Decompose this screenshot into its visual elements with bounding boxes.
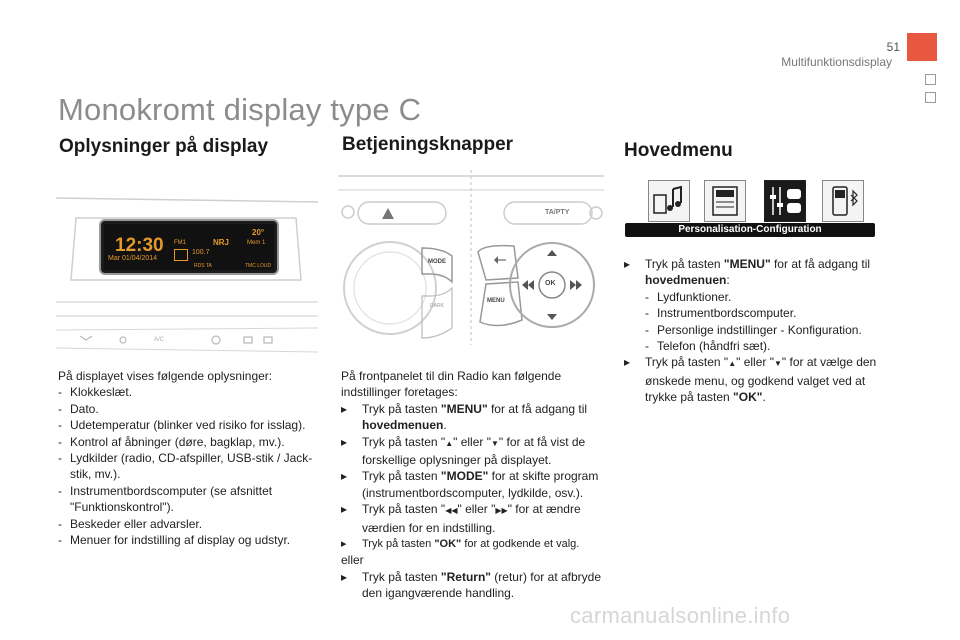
lcd-frequency: 100.7 xyxy=(192,249,210,256)
heading-controls: Betjeningsknapper xyxy=(342,134,514,155)
list-item: ▸ Tryk på tasten "▲" eller "▼" for at få vist de forskellige oplysninger på displayet. xyxy=(341,434,586,468)
list-item: ▸ Tryk på tasten "MODE" for at skifte program (instrumentbordscomputer, lydkilde, osv.). xyxy=(341,469,599,500)
main-menu-text xyxy=(624,256,886,406)
dark-button-label: DARK xyxy=(430,303,444,309)
settings-configuration-icon xyxy=(764,180,806,222)
phone-bluetooth-icon xyxy=(822,180,864,222)
section-label: Multifunktionsdisplay xyxy=(781,55,892,69)
arrow-right-double-icon: ▶▶ xyxy=(495,506,508,516)
list-item: - Personlige indstillinger - Konfiguration. xyxy=(645,322,862,337)
pointer-icon: ▸ xyxy=(624,257,631,271)
menu-strip-label: Personalisation-Configuration xyxy=(625,223,875,237)
list-item: ▸ Tryk på tasten "Return" (retur) for at afbryde den igangværende handling. xyxy=(341,569,602,601)
lcd-date: Mar 01/04/2014 xyxy=(108,255,158,262)
arrow-down-icon: ▼ xyxy=(773,359,782,369)
controls-intro: På frontpanelet til din Radio kan følgende indstillinger foretages: xyxy=(341,369,562,400)
arrow-up-icon: ▲ xyxy=(445,438,454,448)
heading-main-menu: Hovedmenu xyxy=(624,140,733,161)
lcd-temperature: 20° xyxy=(252,228,265,237)
ac-label: A/C xyxy=(154,337,165,343)
controls-text xyxy=(341,368,603,602)
bookmark-square-icon xyxy=(925,92,936,103)
page-number: 51 xyxy=(886,40,900,54)
section-tab-marker xyxy=(907,33,937,61)
list-item: - Instrumentbordscomputer. xyxy=(645,306,797,321)
list-item: - Dato. xyxy=(58,401,99,416)
list-item: - Klokkeslæt. xyxy=(58,385,133,400)
list-item: ▸ Tryk på tasten "◀◀" eller "▶▶" for at ændre værdien for en indstilling. xyxy=(341,502,581,535)
display-info-intro: På displayet vises følgende oplysninger: xyxy=(58,369,273,383)
pointer-icon: ▸ xyxy=(341,569,348,584)
list-item: - Kontrol af åbninger (døre, bagklap, mv.). xyxy=(58,434,285,449)
lcd-tmc: TMC LOUD xyxy=(245,263,272,269)
pointer-icon: ▸ xyxy=(341,538,347,551)
pointer-icon: ▸ xyxy=(624,355,631,370)
list-item: - Menuer for indstilling af display og udstyr. xyxy=(58,533,291,548)
arrow-down-icon: ▼ xyxy=(490,438,499,448)
arrow-up-icon: ▲ xyxy=(728,359,737,369)
menu-button-label: MENU xyxy=(487,298,505,304)
arrow-left-double-icon: ◀◀ xyxy=(445,506,458,516)
lcd-station: NRJ xyxy=(213,238,230,247)
list-item: - Beskeder eller advarsler. xyxy=(58,516,203,531)
display-info-text xyxy=(58,368,318,548)
heading-display-info: Oplysninger på display xyxy=(59,136,269,157)
list-item: ▸ Tryk på tasten "▲" eller "▼" for at vælge den ønskede menu, og godkend valget ved at trykke på tasten "OK". xyxy=(624,355,877,405)
pointer-icon: ▸ xyxy=(341,502,348,517)
mode-button-label: MODE xyxy=(428,259,446,265)
pointer-icon: ▸ xyxy=(341,469,348,484)
pointer-icon: ▸ xyxy=(341,434,348,449)
list-item: - Lydfunktioner. xyxy=(645,289,732,304)
ok-button-label: OK xyxy=(545,280,556,287)
watermark-footer: carmanualsonline.info xyxy=(570,603,791,628)
trip-computer-icon xyxy=(704,180,746,222)
bookmark-square-icon xyxy=(925,74,936,85)
list-item: ▸ Tryk på tasten "MENU" for at få adgang til hovedmenuen. xyxy=(341,401,588,433)
pointer-icon: ▸ xyxy=(341,401,348,416)
list-item: - Instrumentbordscomputer (se afsnittet "Funktionskontrol"). xyxy=(58,483,273,515)
car-doors-icon xyxy=(174,249,188,261)
lcd-band: FM1 xyxy=(174,240,186,246)
list-item: - Udetemperatur (blinker ved risiko for isslag). xyxy=(58,418,306,433)
list-item: ▸ Tryk på tasten "OK" for at godkende et valg. xyxy=(341,536,603,552)
ta-pty-label: TA/PTY xyxy=(545,209,570,216)
or-text: eller xyxy=(341,553,364,568)
display-illustration xyxy=(56,190,318,355)
lcd-memory: Mem 1 xyxy=(247,240,266,246)
lcd-rds: RDS TA xyxy=(194,263,212,269)
list-item: - Telefon (håndfri sæt). xyxy=(645,339,771,354)
lcd-time: 12:30 xyxy=(115,235,164,256)
list-item: - Lydkilder (radio, CD-afspiller, USB-stik / Jack-stik, mv.). xyxy=(58,451,313,482)
list-item: ▸ Tryk på tasten "MENU" for at få adgang til hovedmenuen: xyxy=(624,257,871,288)
audio-functions-icon xyxy=(648,180,690,222)
control-panel-illustration xyxy=(338,170,604,345)
page-title: Monokromt display type C xyxy=(58,92,422,127)
